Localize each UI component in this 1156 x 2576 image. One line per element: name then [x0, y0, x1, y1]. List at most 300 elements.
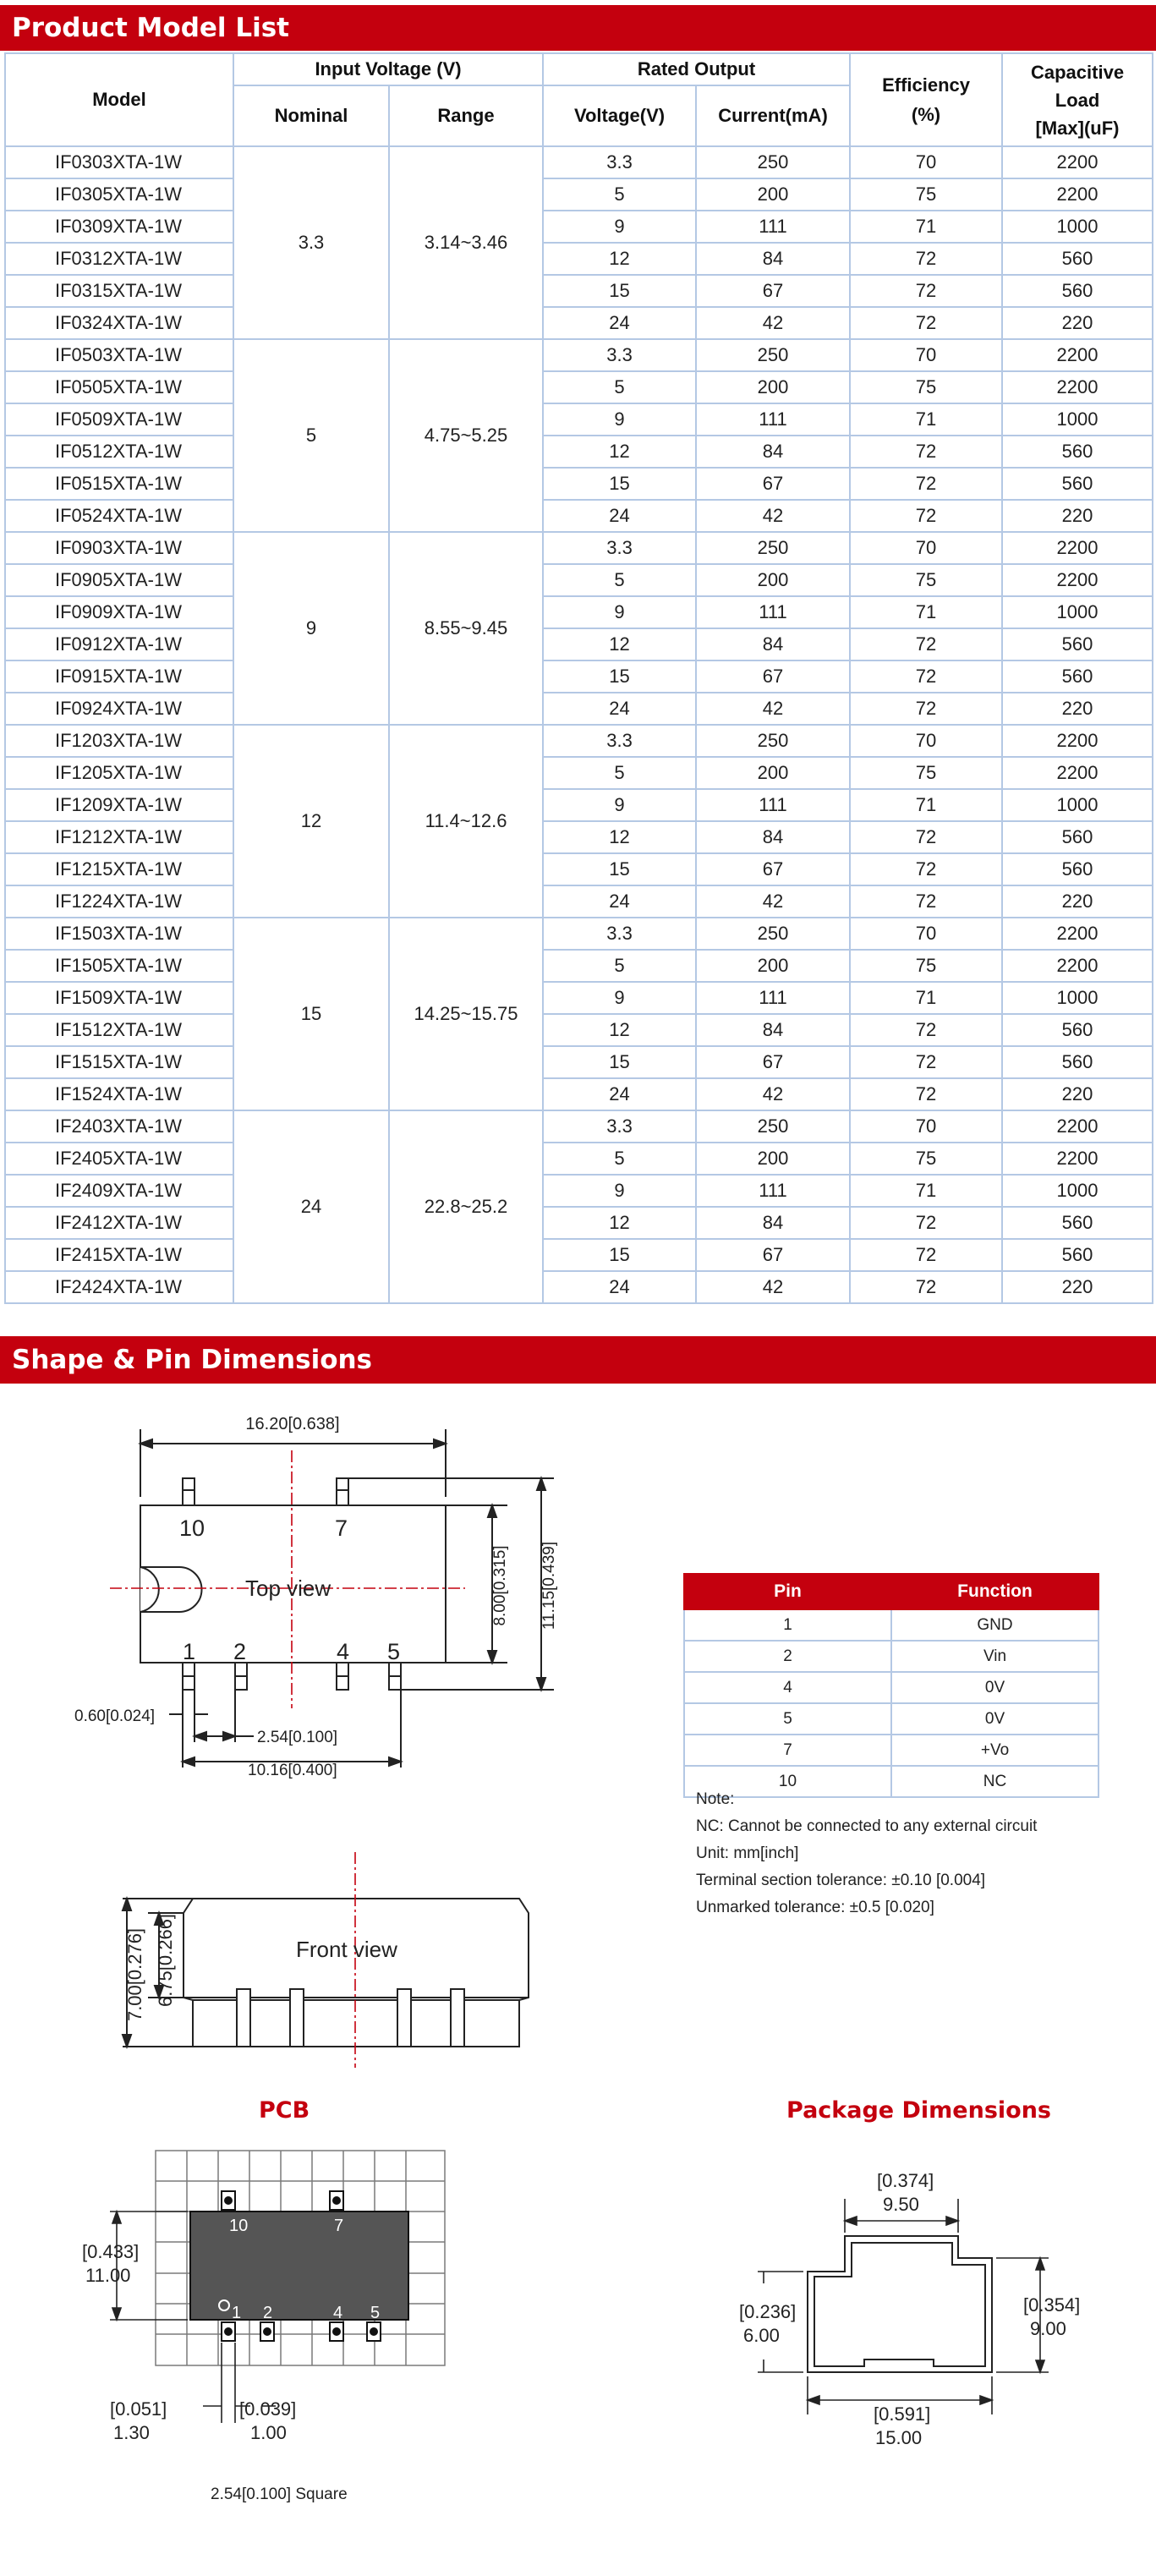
model-cell: IF2409XTA-1W — [5, 1175, 233, 1207]
efficiency-cell: 72 — [850, 243, 1002, 275]
output-current-cell: 42 — [696, 307, 850, 339]
pin-number-cell: 2 — [684, 1641, 891, 1672]
output-voltage-cell: 12 — [543, 1014, 696, 1046]
model-cell: IF1209XTA-1W — [5, 789, 233, 821]
pin-function-cell: GND — [891, 1609, 1098, 1641]
table-row — [5, 693, 1153, 725]
table-row — [5, 918, 1153, 950]
capacitive-load-cell: 2200 — [1002, 339, 1153, 371]
pin-table-row — [684, 1735, 1098, 1766]
header-capacitive-line1: Capacitive — [1031, 61, 1125, 83]
output-current-cell: 67 — [696, 1046, 850, 1078]
efficiency-cell: 72 — [850, 1014, 1002, 1046]
header-nominal: Nominal — [233, 85, 389, 146]
efficiency-cell: 72 — [850, 1207, 1002, 1239]
table-row — [5, 1207, 1153, 1239]
pin-table-body — [684, 1609, 1098, 1797]
efficiency-cell: 72 — [850, 275, 1002, 307]
front-view-label: Front view — [296, 1937, 397, 1962]
capacitive-load-cell: 2200 — [1002, 178, 1153, 211]
capacitive-load-cell: 1000 — [1002, 982, 1153, 1014]
product-model-list-heading: Product Model List — [0, 5, 1156, 51]
model-cell: IF1512XTA-1W — [5, 1014, 233, 1046]
efficiency-cell: 71 — [850, 1175, 1002, 1207]
pcb-pin-label-10: 10 — [229, 2217, 249, 2235]
table-row — [5, 243, 1153, 275]
model-cell: IF1205XTA-1W — [5, 757, 233, 789]
output-current-cell: 250 — [696, 532, 850, 564]
note-nc: NC: Cannot be connected to any external circuit — [696, 1817, 1038, 1835]
model-cell: IF0524XTA-1W — [5, 500, 233, 532]
efficiency-cell: 72 — [850, 468, 1002, 500]
output-current-cell: 250 — [696, 918, 850, 950]
top-view-inner-height-dim: 8.00[0.315] — [491, 1545, 509, 1626]
pin-width-dim: 0.60[0.024] — [74, 1707, 156, 1725]
header-range: Range — [389, 85, 543, 146]
front-view-drawing — [123, 1899, 529, 2047]
capacitive-load-cell: 220 — [1002, 307, 1153, 339]
pin-function-cell: +Vo — [891, 1735, 1098, 1766]
output-voltage-cell: 15 — [543, 275, 696, 307]
table-row — [5, 146, 1153, 178]
table-row — [5, 725, 1153, 757]
header-rated-output: Rated Output — [543, 53, 850, 85]
model-cell: IF2424XTA-1W — [5, 1271, 233, 1303]
efficiency-cell: 75 — [850, 178, 1002, 211]
output-voltage-cell: 15 — [543, 853, 696, 885]
model-cell: IF2412XTA-1W — [5, 1207, 233, 1239]
table-row — [5, 500, 1153, 532]
model-cell: IF0303XTA-1W — [5, 146, 233, 178]
pin-function-cell: 0V — [891, 1703, 1098, 1735]
output-current-cell: 250 — [696, 146, 850, 178]
pin-label-2: 2 — [233, 1639, 247, 1664]
capacitive-load-cell: 2200 — [1002, 918, 1153, 950]
capacitive-load-cell: 220 — [1002, 693, 1153, 725]
output-voltage-cell: 24 — [543, 693, 696, 725]
pcb-pin-label-7: 7 — [334, 2217, 344, 2235]
efficiency-cell: 75 — [850, 371, 1002, 403]
output-current-cell: 84 — [696, 821, 850, 853]
model-cell: IF0309XTA-1W — [5, 211, 233, 243]
efficiency-cell: 71 — [850, 596, 1002, 628]
pcb-pin-label-2: 2 — [263, 2304, 273, 2322]
nominal-cell: 5 — [233, 339, 389, 532]
output-current-cell: 111 — [696, 211, 850, 243]
efficiency-cell: 72 — [850, 1271, 1002, 1303]
output-current-cell: 111 — [696, 982, 850, 1014]
package-left-inch: [0.236] — [739, 2301, 797, 2322]
model-table-body — [5, 146, 1153, 1303]
model-cell: IF1224XTA-1W — [5, 885, 233, 918]
efficiency-cell: 72 — [850, 628, 1002, 660]
efficiency-cell: 72 — [850, 1239, 1002, 1271]
pin-function-cell: Vin — [891, 1641, 1098, 1672]
efficiency-cell: 72 — [850, 693, 1002, 725]
table-row — [5, 468, 1153, 500]
output-voltage-cell: 3.3 — [543, 918, 696, 950]
output-voltage-cell: 15 — [543, 1239, 696, 1271]
model-cell: IF1505XTA-1W — [5, 950, 233, 982]
table-row — [5, 564, 1153, 596]
package-right-mm: 9.00 — [1030, 2318, 1066, 2339]
table-row — [5, 1046, 1153, 1078]
efficiency-cell: 70 — [850, 532, 1002, 564]
table-row — [5, 950, 1153, 982]
efficiency-cell: 71 — [850, 982, 1002, 1014]
capacitive-load-cell: 560 — [1002, 853, 1153, 885]
output-current-cell: 67 — [696, 468, 850, 500]
table-row — [5, 532, 1153, 564]
capacitive-load-cell: 560 — [1002, 628, 1153, 660]
range-cell: 4.75~5.25 — [389, 339, 543, 532]
model-cell: IF1503XTA-1W — [5, 918, 233, 950]
model-cell: IF0305XTA-1W — [5, 178, 233, 211]
model-cell: IF1215XTA-1W — [5, 853, 233, 885]
header-capacitive-line2: Load — [1055, 89, 1100, 111]
capacitive-load-cell: 220 — [1002, 1078, 1153, 1110]
model-cell: IF0312XTA-1W — [5, 243, 233, 275]
product-model-table — [4, 52, 1153, 1304]
table-row — [5, 1110, 1153, 1143]
note-unit: Unit: mm[inch] — [696, 1844, 799, 1862]
output-voltage-cell: 9 — [543, 789, 696, 821]
model-cell: IF0515XTA-1W — [5, 468, 233, 500]
header-current: Current(mA) — [696, 85, 850, 146]
pcb-dim-b-inch: [0.039] — [239, 2398, 297, 2420]
output-current-cell: 67 — [696, 275, 850, 307]
efficiency-cell: 75 — [850, 757, 1002, 789]
capacitive-load-cell: 560 — [1002, 821, 1153, 853]
efficiency-cell: 71 — [850, 789, 1002, 821]
header-capacitive-load — [1002, 53, 1153, 146]
output-voltage-cell: 9 — [543, 982, 696, 1014]
capacitive-load-cell: 560 — [1002, 436, 1153, 468]
output-voltage-cell: 12 — [543, 1207, 696, 1239]
notes-block — [696, 1786, 1037, 1921]
table-row — [5, 1014, 1153, 1046]
pin-number-cell: 1 — [684, 1609, 891, 1641]
efficiency-cell: 72 — [850, 660, 1002, 693]
capacitive-load-cell: 220 — [1002, 500, 1153, 532]
efficiency-cell: 70 — [850, 1110, 1002, 1143]
output-current-cell: 84 — [696, 436, 850, 468]
capacitive-load-cell: 1000 — [1002, 211, 1153, 243]
table-row — [5, 1271, 1153, 1303]
output-voltage-cell: 12 — [543, 628, 696, 660]
pcb-dim-a-mm: 1.30 — [113, 2422, 150, 2443]
output-current-cell: 84 — [696, 1207, 850, 1239]
table-row — [5, 982, 1153, 1014]
output-voltage-cell: 3.3 — [543, 725, 696, 757]
output-voltage-cell: 9 — [543, 596, 696, 628]
output-voltage-cell: 12 — [543, 821, 696, 853]
pin-function-cell: NC — [891, 1766, 1098, 1797]
table-row — [5, 596, 1153, 628]
capacitive-load-cell: 560 — [1002, 468, 1153, 500]
efficiency-cell: 70 — [850, 918, 1002, 950]
efficiency-cell: 70 — [850, 725, 1002, 757]
header-voltage: Voltage(V) — [543, 85, 696, 146]
dimension-drawings — [0, 1387, 1156, 2571]
nominal-cell: 9 — [233, 532, 389, 725]
output-voltage-cell: 24 — [543, 500, 696, 532]
capacitive-load-cell: 560 — [1002, 1239, 1153, 1271]
efficiency-cell: 75 — [850, 564, 1002, 596]
header-efficiency — [850, 53, 1002, 146]
capacitive-load-cell: 220 — [1002, 1271, 1153, 1303]
output-voltage-cell: 3.3 — [543, 146, 696, 178]
table-row — [5, 211, 1153, 243]
output-voltage-cell: 24 — [543, 885, 696, 918]
efficiency-cell: 71 — [850, 211, 1002, 243]
table-row — [5, 436, 1153, 468]
capacitive-load-cell: 1000 — [1002, 789, 1153, 821]
table-row — [5, 660, 1153, 693]
efficiency-cell: 72 — [850, 500, 1002, 532]
output-current-cell: 111 — [696, 403, 850, 436]
output-current-cell: 84 — [696, 628, 850, 660]
output-current-cell: 200 — [696, 178, 850, 211]
output-voltage-cell: 12 — [543, 436, 696, 468]
output-current-cell: 200 — [696, 371, 850, 403]
pin-number-cell: 4 — [684, 1672, 891, 1703]
package-dimension-lines — [758, 2199, 1049, 2414]
nominal-cell: 3.3 — [233, 146, 389, 339]
efficiency-cell: 72 — [850, 1078, 1002, 1110]
header-efficiency-line2: (%) — [911, 104, 941, 125]
capacitive-load-cell: 2200 — [1002, 1143, 1153, 1175]
output-voltage-cell: 24 — [543, 1271, 696, 1303]
package-top-mm: 9.50 — [883, 2194, 919, 2215]
header-model: Model — [5, 53, 233, 146]
model-cell: IF0509XTA-1W — [5, 403, 233, 436]
front-view-outer-height-dim: 7.00[0.276] — [124, 1927, 145, 2022]
nominal-cell: 24 — [233, 1110, 389, 1303]
model-cell: IF0315XTA-1W — [5, 275, 233, 307]
table-row — [5, 178, 1153, 211]
model-cell: IF0909XTA-1W — [5, 596, 233, 628]
model-cell: IF2405XTA-1W — [5, 1143, 233, 1175]
pcb-pin-label-5: 5 — [370, 2304, 381, 2322]
table-row — [5, 371, 1153, 403]
output-current-cell: 111 — [696, 1175, 850, 1207]
nominal-cell: 12 — [233, 725, 389, 918]
output-voltage-cell: 15 — [543, 468, 696, 500]
output-voltage-cell: 3.3 — [543, 532, 696, 564]
package-left-mm: 6.00 — [743, 2325, 780, 2346]
pin-function-table — [683, 1573, 1099, 1798]
output-voltage-cell: 5 — [543, 371, 696, 403]
pin-number-cell: 10 — [684, 1766, 891, 1797]
pin-label-4: 4 — [337, 1639, 350, 1664]
output-voltage-cell: 15 — [543, 660, 696, 693]
efficiency-cell: 72 — [850, 436, 1002, 468]
output-current-cell: 200 — [696, 564, 850, 596]
capacitive-load-cell: 560 — [1002, 660, 1153, 693]
table-row — [5, 821, 1153, 853]
model-cell: IF0924XTA-1W — [5, 693, 233, 725]
pin-table-row — [684, 1672, 1098, 1703]
output-current-cell: 42 — [696, 885, 850, 918]
efficiency-cell: 75 — [850, 1143, 1002, 1175]
output-current-cell: 42 — [696, 693, 850, 725]
package-right-inch: [0.354] — [1023, 2294, 1081, 2316]
efficiency-cell: 72 — [850, 885, 1002, 918]
pcb-pin-label-4: 4 — [333, 2304, 343, 2322]
table-row — [5, 628, 1153, 660]
pin-label-1: 1 — [183, 1639, 196, 1664]
table-row — [5, 1143, 1153, 1175]
efficiency-cell: 70 — [850, 146, 1002, 178]
table-row — [5, 1175, 1153, 1207]
package-dimensions-title: Package Dimensions — [786, 2097, 1052, 2124]
capacitive-load-cell: 2200 — [1002, 725, 1153, 757]
nominal-cell: 15 — [233, 918, 389, 1110]
top-view-label: Top view — [245, 1576, 331, 1601]
model-cell: IF1509XTA-1W — [5, 982, 233, 1014]
output-voltage-cell: 9 — [543, 211, 696, 243]
range-cell: 8.55~9.45 — [389, 532, 543, 725]
header-input-voltage: Input Voltage (V) — [233, 53, 543, 85]
model-cell: IF0903XTA-1W — [5, 532, 233, 564]
output-current-cell: 200 — [696, 1143, 850, 1175]
table-row — [5, 307, 1153, 339]
model-cell: IF1212XTA-1W — [5, 821, 233, 853]
output-voltage-cell: 5 — [543, 950, 696, 982]
pcb-dim-a-inch: [0.051] — [110, 2398, 167, 2420]
output-current-cell: 42 — [696, 1078, 850, 1110]
header-efficiency-line1: Efficiency — [882, 74, 970, 96]
table-row — [5, 789, 1153, 821]
output-current-cell: 250 — [696, 339, 850, 371]
output-current-cell: 67 — [696, 853, 850, 885]
capacitive-load-cell: 220 — [1002, 885, 1153, 918]
table-row — [5, 403, 1153, 436]
model-cell: IF0915XTA-1W — [5, 660, 233, 693]
shape-pin-heading: Shape & Pin Dimensions — [0, 1336, 1156, 1384]
capacitive-load-cell: 2200 — [1002, 371, 1153, 403]
capacitive-load-cell: 2200 — [1002, 564, 1153, 596]
top-view-width-dim: 16.20[0.638] — [245, 1415, 340, 1433]
model-cell: IF0324XTA-1W — [5, 307, 233, 339]
output-current-cell: 84 — [696, 1014, 850, 1046]
output-voltage-cell: 5 — [543, 564, 696, 596]
capacitive-load-cell: 2200 — [1002, 532, 1153, 564]
output-voltage-cell: 5 — [543, 178, 696, 211]
model-cell: IF0905XTA-1W — [5, 564, 233, 596]
output-current-cell: 111 — [696, 596, 850, 628]
output-voltage-cell: 12 — [543, 243, 696, 275]
capacitive-load-cell: 1000 — [1002, 596, 1153, 628]
pin-table-row — [684, 1703, 1098, 1735]
capacitive-load-cell: 2200 — [1002, 757, 1153, 789]
efficiency-cell: 70 — [850, 339, 1002, 371]
output-current-cell: 200 — [696, 757, 850, 789]
capacitive-load-cell: 560 — [1002, 1046, 1153, 1078]
model-cell: IF0512XTA-1W — [5, 436, 233, 468]
capacitive-load-cell: 2200 — [1002, 1110, 1153, 1143]
range-cell: 3.14~3.46 — [389, 146, 543, 339]
pcb-height-inch: [0.433] — [82, 2241, 140, 2262]
capacitive-load-cell: 560 — [1002, 275, 1153, 307]
table-row — [5, 275, 1153, 307]
range-cell: 14.25~15.75 — [389, 918, 543, 1110]
output-voltage-cell: 3.3 — [543, 339, 696, 371]
pin-label-5: 5 — [387, 1639, 401, 1664]
output-current-cell: 67 — [696, 660, 850, 693]
model-cell: IF0503XTA-1W — [5, 339, 233, 371]
pin-pitch-dim: 2.54[0.100] — [257, 1729, 338, 1746]
efficiency-cell: 71 — [850, 403, 1002, 436]
output-current-cell: 250 — [696, 1110, 850, 1143]
output-voltage-cell: 9 — [543, 403, 696, 436]
top-view-outer-height-dim: 11.15[0.439] — [540, 1541, 558, 1631]
output-voltage-cell: 3.3 — [543, 1110, 696, 1143]
capacitive-load-cell: 1000 — [1002, 403, 1153, 436]
capacitive-load-cell: 2200 — [1002, 146, 1153, 178]
table-row — [5, 885, 1153, 918]
efficiency-cell: 72 — [850, 1046, 1002, 1078]
model-cell: IF1515XTA-1W — [5, 1046, 233, 1078]
package-bottom-mm: 15.00 — [875, 2427, 923, 2448]
output-current-cell: 42 — [696, 1271, 850, 1303]
efficiency-cell: 72 — [850, 821, 1002, 853]
pin-number-cell: 7 — [684, 1735, 891, 1766]
note-title: Note: — [696, 1790, 735, 1808]
note-unmarked-tolerance: Unmarked tolerance: ±0.5 [0.020] — [696, 1899, 934, 1916]
efficiency-cell: 72 — [850, 853, 1002, 885]
table-row — [5, 1239, 1153, 1271]
output-voltage-cell: 5 — [543, 1143, 696, 1175]
capacitive-load-cell: 560 — [1002, 1207, 1153, 1239]
output-current-cell: 84 — [696, 243, 850, 275]
pin-table-header-function: Function — [891, 1574, 1098, 1609]
model-cell: IF0505XTA-1W — [5, 371, 233, 403]
efficiency-cell: 72 — [850, 307, 1002, 339]
package-top-inch: [0.374] — [877, 2170, 934, 2191]
model-cell: IF1524XTA-1W — [5, 1078, 233, 1110]
package-bottom-inch: [0.591] — [874, 2403, 931, 2425]
package-outline — [808, 2236, 992, 2372]
pin-table-header-pin: Pin — [684, 1574, 891, 1609]
pin-table-row — [684, 1609, 1098, 1641]
capacitive-load-cell: 560 — [1002, 243, 1153, 275]
capacitive-load-cell: 2200 — [1002, 950, 1153, 982]
output-voltage-cell: 24 — [543, 307, 696, 339]
pcb-title: PCB — [259, 2097, 310, 2124]
output-current-cell: 67 — [696, 1239, 850, 1271]
pcb-pin-label-1: 1 — [232, 2304, 242, 2322]
pin-label-10: 10 — [179, 1515, 205, 1541]
efficiency-cell: 75 — [850, 950, 1002, 982]
output-voltage-cell: 5 — [543, 757, 696, 789]
pcb-grid-note: 2.54[0.100] Square — [211, 2486, 348, 2503]
output-current-cell: 111 — [696, 789, 850, 821]
table-row — [5, 339, 1153, 371]
output-voltage-cell: 24 — [543, 1078, 696, 1110]
pcb-height-mm: 11.00 — [85, 2265, 131, 2286]
header-capacitive-line3: [Max](uF) — [1035, 117, 1120, 139]
pin-span-dim: 10.16[0.400] — [248, 1762, 337, 1779]
output-current-cell: 42 — [696, 500, 850, 532]
range-cell: 22.8~25.2 — [389, 1110, 543, 1303]
table-row — [5, 757, 1153, 789]
pcb-dim-b-mm: 1.00 — [250, 2422, 287, 2443]
pin-label-7: 7 — [335, 1515, 348, 1541]
table-row — [5, 1078, 1153, 1110]
front-view-inner-height-dim: 6.75[0.266] — [155, 1913, 176, 2008]
